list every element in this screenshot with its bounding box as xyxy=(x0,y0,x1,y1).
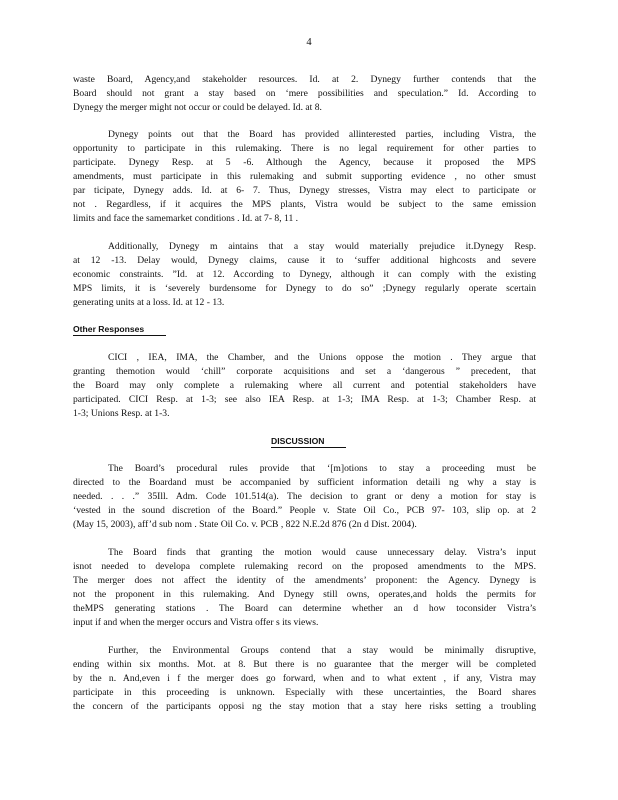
text-line: Dynegy points out that the Board has provided allinterested parties, including Vistra, the xyxy=(108,129,536,140)
text-line: Further, the Environmental Groups contend that a stay would be minimally disruptive, xyxy=(108,645,536,656)
text-line: The merger does not affect the identity of the amendments’ proponent: the Agency. Dynegy is xyxy=(73,575,536,586)
text-line: participate. Dynegy Resp. at 5 -6. Although the Agency, because it proposed the MPS xyxy=(73,157,536,168)
text-line: the Board may only complete a rulemaking where all current and potential stakeholders have xyxy=(73,380,536,391)
text-line: The Board finds that granting the motion would cause unnecessary delay. Vistra’s input xyxy=(108,547,536,558)
text-line: amendments, must participate in this rulemaking and submit supporting evidence , no other smust xyxy=(73,171,536,182)
text-line: ‘vested in the sound discretion of the Board.” People v. State Oil Co., PCB 97- 103, slip op. at 2 xyxy=(73,505,536,516)
page-number: 4 xyxy=(306,37,312,48)
text-line: by the n. And,even i f the merger does go forward, when and to what extent , if any, Vistra may xyxy=(73,673,536,684)
heading-text: DISCUSSION xyxy=(271,436,325,446)
text-line: (May 15, 2003), aff’d sub nom . State Oil Co. v. PCB , 822 N.E.2d 876 (2n d Dist. 2004). xyxy=(73,519,417,530)
heading-text: Other Responses xyxy=(73,324,145,334)
text-line: isnot needed to developa complete rulemaking record on the proposed amendments to the MPS. xyxy=(73,561,536,572)
text-line: Dynegy the merger might not occur or could be delayed. Id. at 8. xyxy=(73,102,322,113)
text-line: at 12 -13. Delay would, Dynegy claims, cause it to ‘suffer additional highcosts and severe xyxy=(73,255,536,266)
text-line: CICI , IEA, IMA, the Chamber, and the Unions oppose the motion . They argue that xyxy=(108,352,536,363)
text-line: not . Regardless, if it acquires the MPS plants, Vistra would be subject to the same emission xyxy=(73,199,536,210)
text-line: input if and when the merger occurs and Vistra offer s its views. xyxy=(73,617,319,628)
text-line: the concern of the participants opposi ng the stay motion that a stay here risks setting a troubling xyxy=(73,701,536,712)
heading-underline xyxy=(271,447,346,448)
text-line: opportunity to participate in this rulemaking. There is no legal requirement for other parties to xyxy=(73,143,536,154)
text-line: 1-3; Unions Resp. at 1-3. xyxy=(73,408,170,419)
text-line: not the proponent in this rulemaking. And Dynegy still owns, operates,and holds the permits for xyxy=(73,589,536,600)
text-line: ending within six months. Mot. at 8. But there is no guarantee that the merger will be completed xyxy=(73,659,536,670)
text-line: par ticipate, Dynegy adds. Id. at 6- 7. Thus, Dynegy stresses, Vistra may elect to participate or xyxy=(73,185,536,196)
text-line: Board should not grant a stay based on ‘mere possibilities and speculation.” Id. According to xyxy=(73,88,536,99)
text-line: waste Board, Agency,and stakeholder resources. Id. at 2. Dynegy further contends that the xyxy=(73,74,536,85)
text-line: theMPS generating stations . The Board can determine whether an d how toconsider Vistra’s xyxy=(73,603,536,614)
text-line: participate in this proceeding is unknown. Especially with these uncertainties, the Board shares xyxy=(73,687,536,698)
text-line: participated. CICI Resp. at 1-3; see also IEA Resp. at 1-3; IMA Resp. at 1-3; Chamber Resp. at xyxy=(73,394,536,405)
text-line: directed to the Boardand must be accompanied by sufficient information detaili ng why a stay is xyxy=(73,477,536,488)
text-line: needed. . . .” 35Ill. Adm. Code 101.514(a). The decision to grant or deny a motion for stay is xyxy=(73,491,536,502)
text-line: generating units at a loss. Id. at 12 - 13. xyxy=(73,297,225,308)
text-line: economic constraints. ”Id. at 12. According to Dynegy, although it can comply with the existing xyxy=(73,269,536,280)
section-heading-discussion xyxy=(271,435,346,448)
text-line: granting themotion would ‘chill” corporate acquisitions and set a ‘dangerous ” precedent, that xyxy=(73,366,536,377)
heading-underline xyxy=(73,335,166,336)
text-line: limits and face the samemarket conditions . Id. at 7- 8, 11 . xyxy=(73,213,299,224)
text-line: Additionally, Dynegy m aintains that a stay would materially prejudice it.Dynegy Resp. xyxy=(108,241,536,252)
section-heading-other-responses xyxy=(73,323,166,336)
text-line: MPS limits, it is ‘severely burdensome for Dynegy to do so” ;Dynegy regularly operate scertain xyxy=(73,283,536,294)
text-line: The Board’s procedural rules provide that ‘[m]otions to stay a proceeding must be xyxy=(108,463,536,474)
